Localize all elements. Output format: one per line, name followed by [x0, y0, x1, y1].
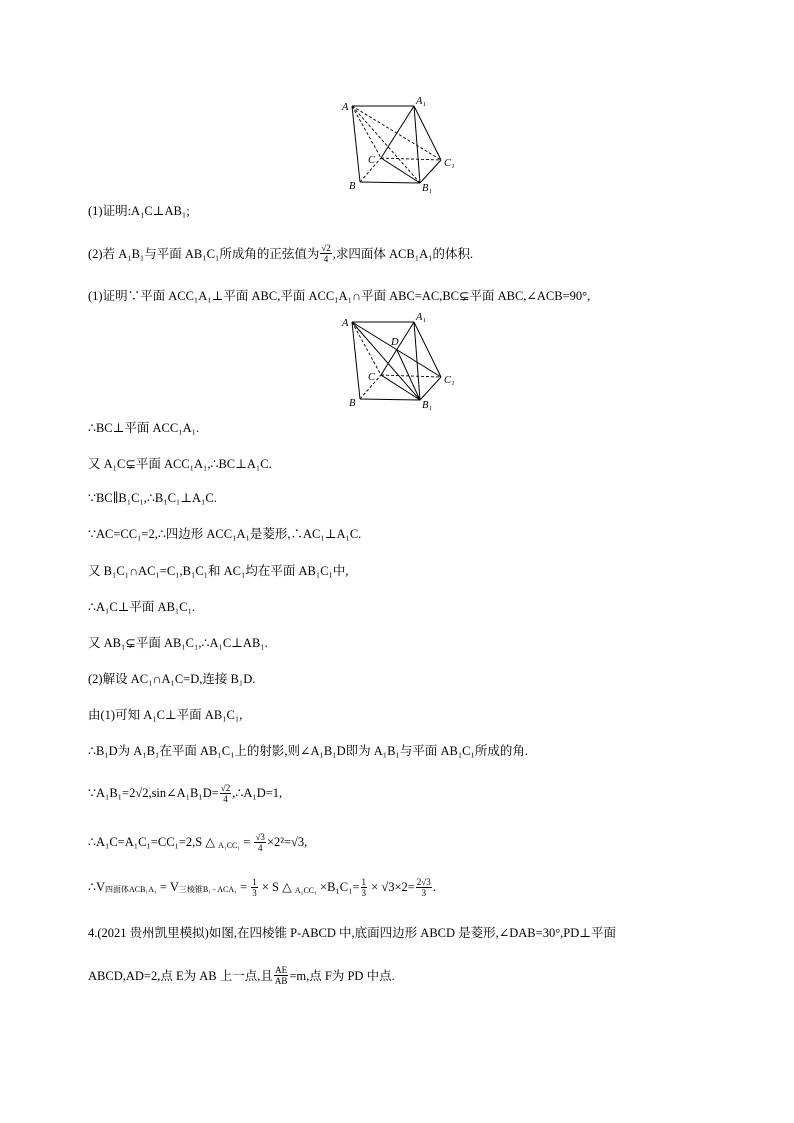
denominator: 4	[257, 842, 263, 853]
label-d: D	[391, 337, 399, 348]
label-b1: B₁	[422, 183, 433, 194]
fraction	[416, 877, 432, 898]
text-segment: ,∴A₁D=1,	[232, 786, 283, 800]
solution-line-10: 由(1)可知 A₁C⊥平面 AB₁C₁,	[88, 708, 243, 722]
text-segment: ∴A₁C=A₁C₁=CC₁=2,S △	[88, 835, 219, 849]
text-segment: × S △	[258, 880, 295, 894]
numerator: AE	[275, 964, 288, 975]
solution-line-7: ∴A₁C⊥平面 AB₁C₁.	[88, 600, 196, 614]
text-segment: = V	[156, 879, 179, 894]
text-segment: =	[236, 879, 251, 894]
denominator: 4	[323, 253, 329, 264]
edge-a-b	[352, 106, 360, 182]
text-segment: =m,点 F为 PD 中点.	[289, 969, 395, 983]
edge-b-b1	[360, 182, 420, 183]
solution-line-3: 又 A₁C⊊平面 ACC₁A₁,∴BC⊥A₁C.	[88, 457, 272, 471]
solution-line-2: ∴BC⊥平面 ACC₁A₁.	[88, 421, 200, 435]
label-b1: B₁	[422, 400, 433, 411]
denominator: 3	[252, 887, 257, 898]
question-part-2	[88, 238, 473, 268]
solution-line-8: 又 AB₁⊊平面 AB₁C₁,∴A₁C⊥AB₁.	[88, 636, 268, 650]
fraction	[254, 832, 265, 853]
edge-a-b1	[352, 106, 420, 183]
denominator: 3	[361, 887, 367, 898]
subscript: 四面体ACB₁A₁	[104, 885, 157, 894]
label-b: B	[349, 398, 356, 409]
solution-line-5: ∵AC=CC₁=2,∴四边形 ACC₁A₁是菱形,∴AC₁⊥A₁C.	[88, 527, 362, 541]
label-b: B	[349, 181, 356, 192]
label-c1: C₁	[444, 375, 455, 386]
fraction	[320, 243, 331, 264]
edge-c-c1	[381, 375, 441, 377]
subscript: A₁CC₁	[218, 841, 241, 850]
fraction	[251, 877, 258, 898]
fraction	[220, 783, 231, 804]
label-a: A	[342, 318, 349, 329]
label-c: C	[368, 155, 376, 166]
solution-line-11: ∴B₁D为 A₁B₁在平面 AB₁C₁上的射影,则∠A₁B₁D即为 A₁B₁与平面 AB₁C₁所成的角.	[88, 744, 529, 758]
numerator: 1	[252, 876, 257, 887]
text-segment: ABCD,AD=2,点 E为 AB 上一点,且	[88, 969, 273, 983]
edge-a1-b1	[414, 106, 420, 183]
text-segment: .	[432, 879, 436, 894]
solution-line-14	[88, 872, 436, 902]
solution-line-13	[88, 827, 307, 857]
text-segment: ,求四面体 ACB₁A₁的体积.	[332, 247, 474, 261]
solution-line-6: 又 B₁C₁∩AC₁=C₁,B₁C₁和 AC₁均在平面 AB₁C₁中,	[88, 564, 349, 578]
text-segment: ∵A₁B₁=2√2,sin∠A₁B₁D=	[88, 786, 219, 800]
problem4-line-1: 4.(2021 贵州凯里模拟)如图,在四棱锥 P-ABCD 中,底面四边形 ABCD 是菱形,∠DAB=30°,PD⊥平面	[88, 926, 617, 940]
edge-c-b1	[381, 158, 420, 183]
label-a1: A₁	[416, 312, 427, 323]
text-segment: =	[240, 834, 254, 849]
edge-c1-b1	[420, 160, 441, 183]
solution-line-4: ∵BC∥B₁C₁,∴B₁C₁⊥A₁C.	[88, 491, 217, 505]
edge-b-b1	[360, 399, 420, 400]
text-segment: × √3×2=	[368, 879, 415, 894]
denominator: AB	[274, 975, 288, 986]
question-part-1: (1)证明:A₁C⊥AB₁;	[88, 204, 190, 218]
numerator: √3	[255, 831, 265, 842]
fraction	[361, 877, 368, 898]
edge-a1-c	[381, 322, 414, 375]
label-a: A	[342, 102, 349, 113]
prism-figure-2	[335, 308, 460, 414]
solution-line-1: (1)证明∵平面 ACC₁A₁⊥平面 ABC,平面 ACC₁A₁∩平面 ABC=AC,BC⊊平面 ABC,∠ACB=90°,	[88, 289, 591, 303]
edge-c-c1	[381, 158, 441, 160]
denominator: 3	[421, 887, 427, 898]
numerator: √2	[220, 782, 231, 793]
solution-line-9: (2)解设 AC₁∩A₁C=D,连接 B₁D.	[88, 672, 256, 686]
text-segment: (2)若 A₁B₁与平面 AB₁C₁所成角的正弦值为	[88, 247, 320, 261]
solution-line-12	[88, 778, 282, 808]
subscript: 三棱锥B₁ - ACA₁	[178, 885, 237, 894]
prism-figure-1	[335, 92, 460, 196]
label-a1: A₁	[416, 96, 427, 107]
denominator: 4	[223, 793, 228, 804]
numerator: √2	[321, 242, 331, 253]
edge-a-b1	[352, 322, 420, 400]
numerator: 2√3	[416, 876, 431, 887]
edge-a-b	[352, 322, 360, 399]
fraction	[274, 965, 289, 986]
text-segment: ×B₁C₁=	[316, 879, 360, 894]
subscript: A₁CC₁	[294, 886, 317, 895]
text-segment: ∴V	[88, 880, 105, 894]
label-c1: C₁	[444, 158, 455, 169]
edge-c1-b1	[420, 377, 441, 400]
edge-a1-c	[381, 106, 414, 158]
label-c: C	[368, 372, 376, 383]
problem4-line-2	[88, 960, 395, 990]
numerator: 1	[361, 876, 367, 887]
text-segment: ×2²=√3,	[266, 834, 308, 849]
